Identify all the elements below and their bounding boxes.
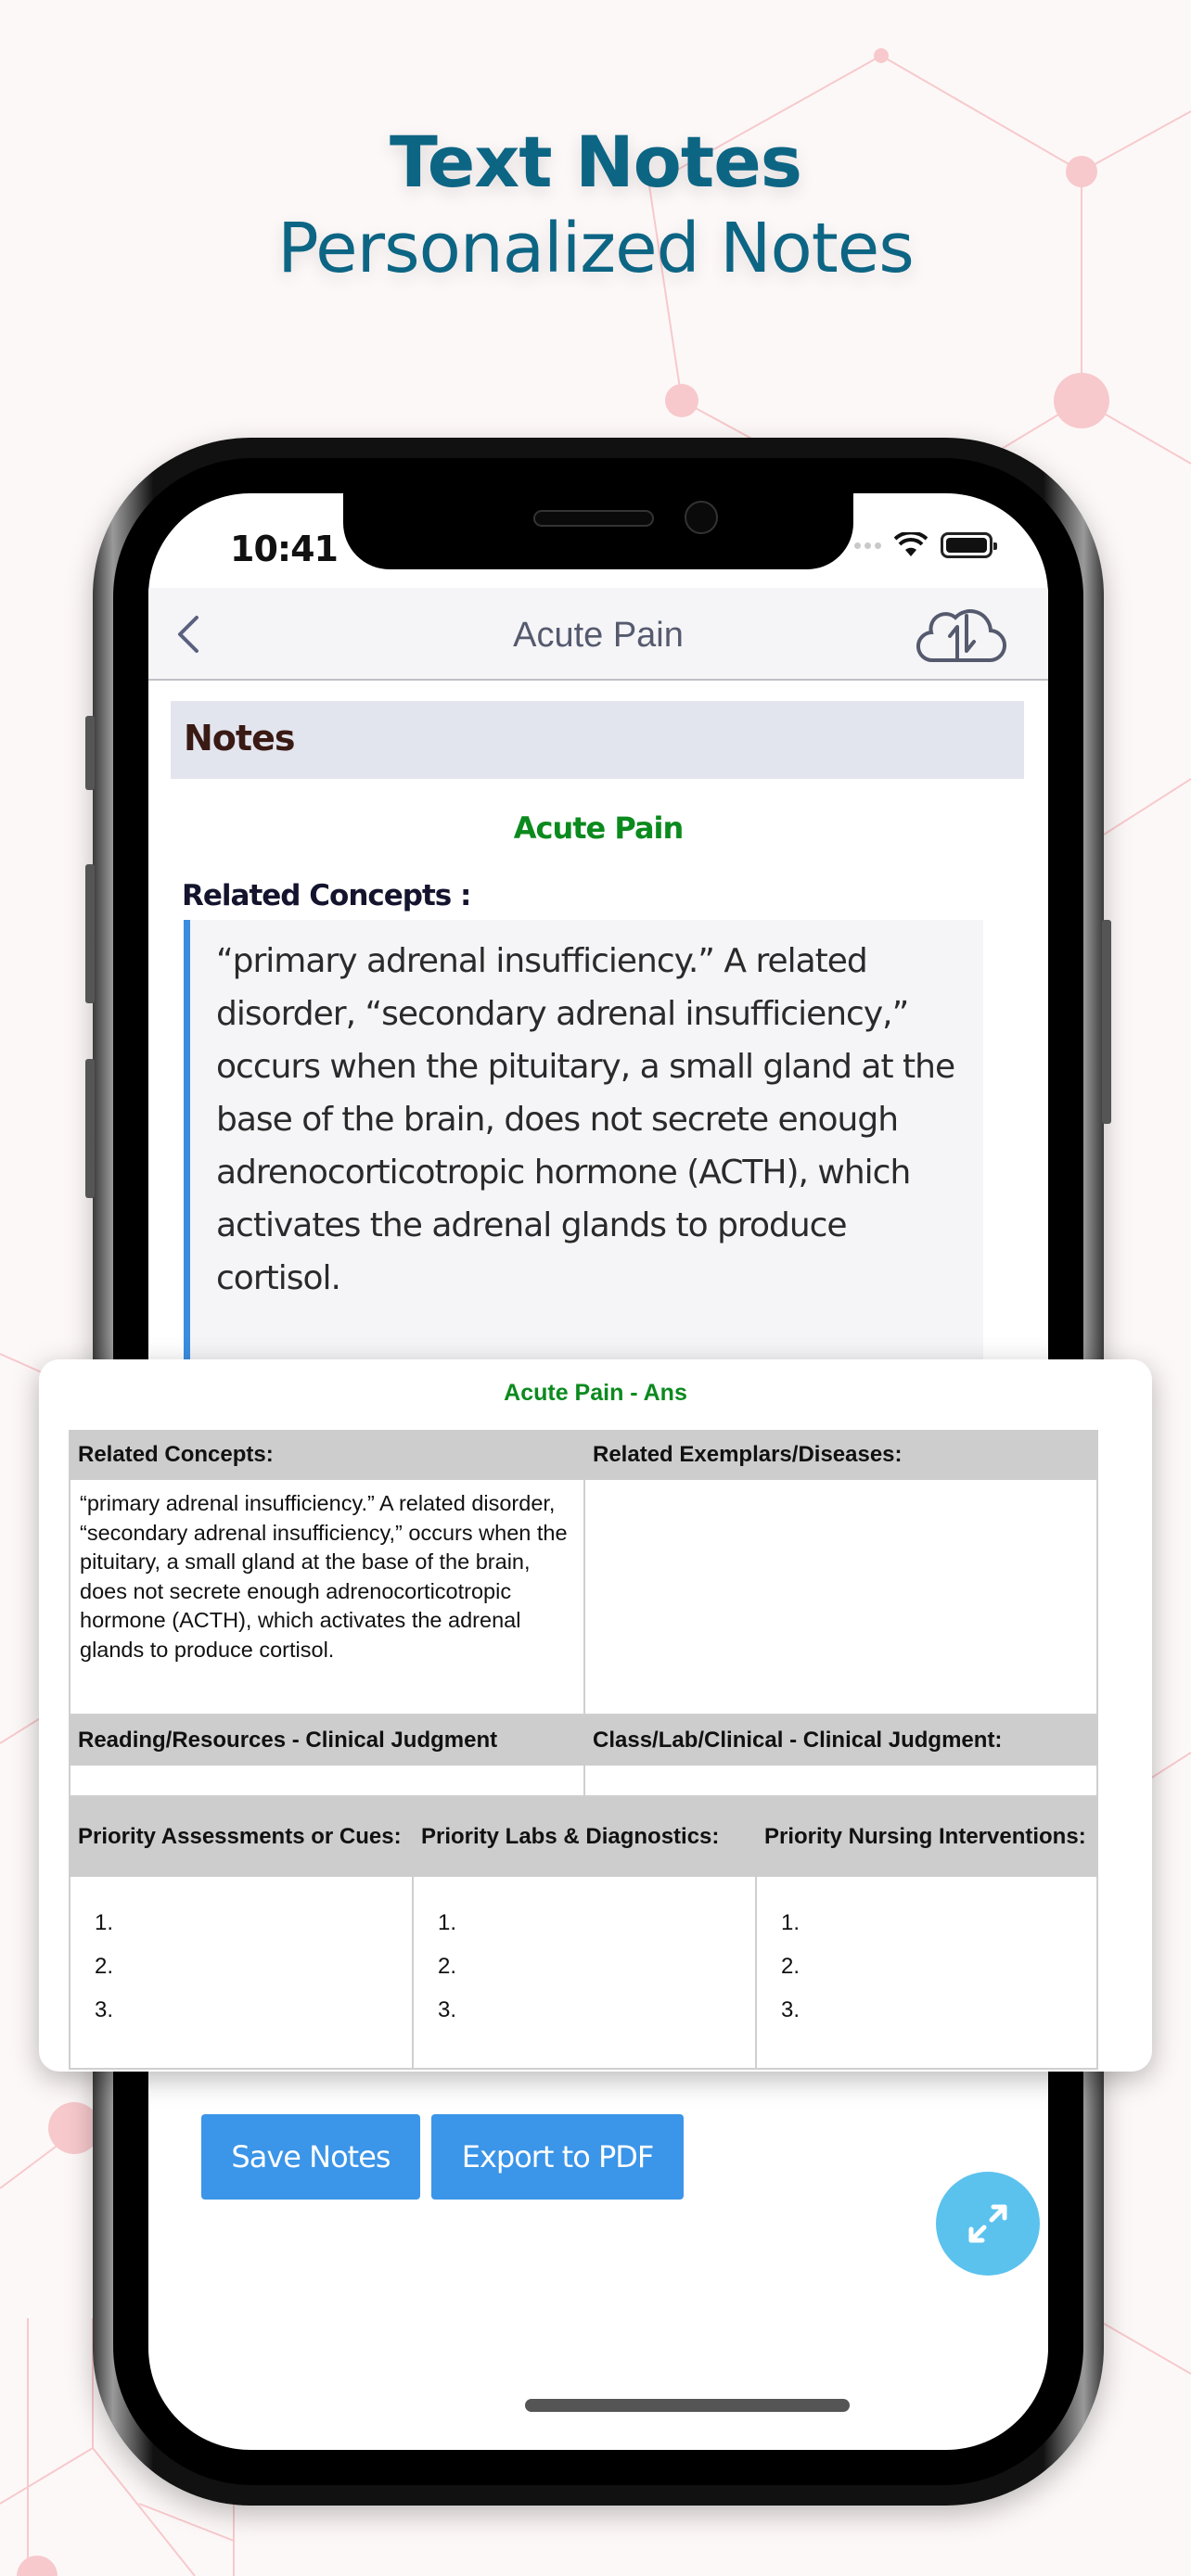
- status-time: 10:41: [230, 529, 338, 569]
- list-number: 1.: [437, 1910, 456, 1935]
- header-reading-resources: Reading/Resources - Clinical Judgment: [69, 1715, 583, 1766]
- notes-header: [171, 701, 1024, 779]
- wifi-icon: [894, 532, 928, 558]
- expand-arrows-icon: [962, 2198, 1014, 2250]
- cell-priority-interventions: [755, 1877, 1098, 2070]
- related-concepts-text: “primary adrenal insufficiency.” A related disorder, “secondary adrenal insufficiency,” occurs when the pituitary, a small gland at the base of the brain, does not secrete enough adrenocorticotropic hormone (ACTH), which activates the adrenal glands to produce cortisol.: [216, 942, 955, 1297]
- answer-popup-card: [39, 1359, 1152, 2072]
- headline-title: Text Notes: [389, 121, 802, 203]
- table-row-header-1: [69, 1430, 1098, 1480]
- cell-related-exemplars: [583, 1480, 1098, 1715]
- header-priority-interventions: Priority Nursing Interventions:: [755, 1797, 1098, 1877]
- navigation-bar: [148, 588, 1048, 681]
- promo-headline: [0, 121, 1191, 293]
- popup-title: Acute Pain - Ans: [504, 1380, 687, 1406]
- home-indicator: [525, 2399, 850, 2412]
- status-icons: [854, 532, 992, 558]
- numbered-list: [757, 1877, 1096, 2032]
- list-number: 2.: [95, 1954, 114, 1979]
- table-row: [69, 1480, 1098, 1715]
- cell-related-concepts: “primary adrenal insufficiency.” A related disorder, “secondary adrenal insufficiency,” occurs when the pituitary, a small gland at the base of the brain, does not secrete enough adrenocorticotropic hormone (ACTH), which activates the adrenal glands to produce cortisol.: [69, 1480, 583, 1715]
- battery-icon: [941, 532, 992, 558]
- table-row: [69, 1877, 1098, 2070]
- table-row-header-3: [69, 1797, 1098, 1877]
- save-notes-button[interactable]: Save Notes: [201, 2114, 420, 2200]
- related-concepts-label: Related Concepts :: [182, 879, 471, 912]
- nav-title: Acute Pain: [513, 616, 684, 655]
- side-button-volume-down: [85, 1059, 95, 1198]
- cloud-sync-icon[interactable]: [915, 605, 1007, 666]
- header-priority-labs: Priority Labs & Diagnostics:: [412, 1797, 755, 1877]
- side-button-mute: [85, 716, 95, 790]
- header-related-exemplars: Related Exemplars/Diseases:: [583, 1430, 1098, 1480]
- front-camera: [685, 501, 718, 534]
- notch: [343, 493, 853, 569]
- side-button-volume-up: [85, 864, 95, 1003]
- header-priority-assessments: Priority Assessments or Cues:: [69, 1797, 412, 1877]
- header-class-lab-clinical: Class/Lab/Clinical - Clinical Judgment:: [583, 1715, 1098, 1766]
- notes-header-label: Notes: [184, 718, 295, 759]
- cell-reading-resources: [69, 1766, 583, 1797]
- cell-priority-assessments: [69, 1877, 412, 2070]
- export-pdf-button[interactable]: Export to PDF: [431, 2114, 684, 2200]
- table-row-header-2: [69, 1715, 1098, 1766]
- expand-button[interactable]: [936, 2172, 1040, 2276]
- answer-table: [69, 1430, 1098, 2070]
- side-button-power: [1102, 920, 1111, 1124]
- list-number: 2.: [780, 1954, 800, 1979]
- headline-subtitle: Personalized Notes: [277, 209, 914, 288]
- signal-dots-icon: [854, 542, 881, 549]
- list-number: 1.: [95, 1910, 114, 1935]
- numbered-list: [70, 1877, 412, 2032]
- list-number: 3.: [437, 1997, 456, 2022]
- cell-class-lab-clinical: [583, 1766, 1098, 1797]
- list-number: 1.: [780, 1910, 800, 1935]
- speaker-grille: [533, 510, 654, 527]
- list-number: 3.: [780, 1997, 800, 2022]
- numbered-list: [414, 1877, 755, 2032]
- table-row: [69, 1766, 1098, 1797]
- list-number: 3.: [95, 1997, 114, 2022]
- header-related-concepts: Related Concepts:: [69, 1430, 583, 1480]
- list-number: 2.: [437, 1954, 456, 1979]
- topic-title: Acute Pain: [513, 810, 684, 846]
- cell-priority-labs: [412, 1877, 755, 2070]
